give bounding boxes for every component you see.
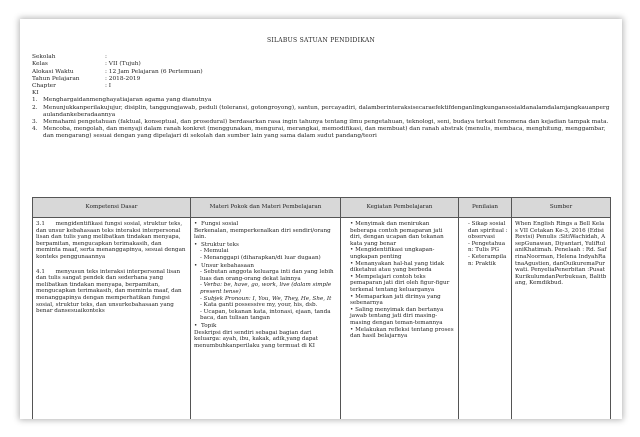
document-title: SILABUS SATUAN PENDIDIKAN [266, 37, 376, 44]
cell-kompetensi-dasar [33, 218, 191, 420]
list-item: - Menanggapi (diharapkan/di luar dugaan) [200, 254, 321, 261]
info-value: : 12 Jam Pelajaran (6 Pertemuan) [105, 68, 203, 75]
bullet-icon: • [194, 262, 198, 269]
ki-label: KI [32, 90, 39, 97]
materi-fungsi-title: Fungsi sosial [201, 221, 239, 227]
list-item: • Memaparkan jati dirinya yang sebenarnya [350, 293, 441, 307]
materi-topik [194, 323, 337, 349]
info-label: Tahun Pelajaran [32, 75, 80, 82]
info-label: Sekolah [32, 54, 56, 61]
ki-item [32, 126, 610, 140]
ki-item [32, 105, 610, 119]
list-item: • Menanyakan hal-hal yang tidak diketahui atau yang berbeda [350, 260, 445, 274]
ki-number: 4. [32, 126, 38, 133]
list-item: - Keterampilan: Praktik [468, 253, 507, 267]
bullet-icon: • [194, 241, 198, 248]
ki-text: Menunjukkanperilakujujur, disiplin, tanggungjawab, peduli (toleransi, gotongroyong), santun, percayadiri, dalamberinteraksisecaraefektifdenganlingkungansosialdanalamdalamjangkauanpergaulandankeberadaannya [43, 104, 610, 118]
bullet-icon: • [194, 221, 198, 227]
info-label: Kelas [32, 61, 48, 68]
ki-number: 2. [32, 104, 38, 111]
info-row-chapter [32, 83, 610, 90]
info-row-tahun-pelajaran [32, 76, 610, 83]
cell-penilaian [459, 218, 512, 420]
list-item: - Sikap sosial dan spiritual : observasi [468, 221, 508, 241]
list-item: - Ucapan, tekanan kata, intonasi, ejaan, tanda baca, dan tulisan tangan [200, 308, 331, 322]
ki-item [32, 97, 610, 104]
list-item: • Saling menyimak dan bertanya jawab tentang jati diri masing-masing dengan teman-temannya [350, 306, 444, 326]
info-row-kelas [32, 61, 610, 68]
info-label: Alokasi Waktu [32, 68, 74, 75]
list-item: • Menyimak dan menirukan beberapa contoh pemaparan jati diri, dengan ucapan dan tekanan kata yang benar [350, 221, 444, 247]
bullet-icon: • [194, 322, 198, 329]
syllabus-table [32, 197, 611, 419]
materi-topik-title: Topik [201, 322, 217, 329]
info-block [32, 54, 610, 90]
header-penilaian: Penilaian [459, 198, 512, 218]
materi-unsur [194, 263, 337, 322]
materi-topik-text: Deskripsi diri sendiri sebagai bagian dari keluarga: ayah, ibu, kakak, adik,yang dapat menumbuhkanperilaku yang termuat di KI [194, 329, 318, 349]
list-item: - Verba: be, have, go, work, live (dalam simple present tense) [200, 282, 332, 295]
header-kegiatan: Kegiatan Pembelajaran [341, 198, 459, 218]
list-item: - Subjek Pronoun: I, You, We, They, He, She, It [200, 295, 332, 302]
document-page [20, 19, 622, 419]
ki-text: Memahami pengetahuan (faktual, konseptual, dan prosedural) berdasarkan rasa ingin tahunya tentang ilmu pengetahuan, teknologi, seni, budaya terkait fenomena dan kejadian tampak mata. [43, 118, 609, 125]
list-item: • Mengidentifikasi ungkapan-ungkapan penting [350, 247, 435, 260]
info-value: : [105, 54, 107, 61]
cell-materi [191, 218, 341, 420]
materi-unsur-title: Unsur kebahasaan [201, 262, 254, 269]
info-value: : I [105, 82, 112, 89]
info-row-alokasi-waktu [32, 69, 610, 76]
info-value: : VII (Tujuh) [105, 61, 141, 68]
list-item: - Pengetahuan: Tulis PG [468, 240, 506, 254]
list-item: - Sebutan anggota keluarga inti dan yang lebih luas dan orang-orang dekat lainnya [200, 269, 334, 282]
header-kompetensi-dasar: Kompetensi Dasar [33, 198, 191, 218]
info-value: : 2018-2019 [105, 75, 141, 82]
table-row [33, 218, 611, 420]
list-item: • Melakukan refleksi tentang proses dan hasil belajarnya [350, 326, 454, 340]
list-item: - Kata ganti possessive my, your, his, dsb. [200, 302, 318, 309]
list-item: - Memulai [200, 248, 229, 255]
ki-number: 3. [32, 118, 38, 125]
header-sumber: Sumber [512, 198, 611, 218]
ki-number: 1. [32, 97, 38, 104]
cell-sumber [512, 218, 611, 420]
materi-struktur-title: Struktur teks [201, 241, 239, 248]
ki-list [32, 97, 610, 140]
info-label: Chapter [32, 82, 56, 89]
sumber-text: When English Rings a Bell Kelas VII Cetakan Ke-3, 2016 (EdisiRevisi) Penulis :SitiWachidah, AsepGunawan, Diyantari, YuliRulaniKhatimah. Penelaah : Rd. SafrinaNoorman, Helena IndyahRatnaAgustien, danOuikuremaPurwati. PenyeliaPenerbitan :PusatKurikulumdanPerbukuan, Balitbang, Kemdikbud. [515, 221, 607, 287]
materi-struktur [194, 242, 337, 262]
materi-fungsi [194, 221, 337, 241]
materi-fungsi-text: Berkenalan, memperkenalkan diri sendiri/orang lain. [194, 227, 331, 241]
syllabus-document [32, 37, 610, 349]
ki-text: Menghargaidanmenghayatiajaran agama yang dianutnya [43, 97, 212, 104]
ki-text: Mencoba, mengolah, dan menyaji dalam ranah konkret (menggunakan, mengurai, merangkai, memodifikasi, dan membuat) dan ranah abstrak (menulis, membaca, menghitung, menggambar, dan mengarang) sesuai dengan yang dipelajari di sekolah dan sumber lain yang sama dalam sudut pandang/teori [43, 126, 606, 140]
header-materi: Materi Pokok dan Materi Pembelajaran [191, 198, 341, 218]
cell-kegiatan [341, 218, 459, 420]
list-item: • Mempelajari contoh teks pemaparan jati diri oleh figur-figur terkenal tentang keluarganya [350, 273, 450, 293]
table-header-row [33, 198, 611, 218]
kd-4-1: 4.1 menyusun teks interaksi interpersonal lisan dan tulis sangat pendek dan sederhana yang melibatkan tindakan menyapa, berpamitan, mengucapkan terimakasih, dan meminta maaf, dan menanggapinya dengan memperhatikan fungsi sosial, struktur teks, dan unsurkebahasaan yang benar dansesuaikonteks [36, 268, 184, 315]
kd-3-1: 3.1 mengidentifikasi fungsi sosial, struktur teks, dan unsur kebahasaan teks interaksi interpersonal lisan dan tulis yang melibatkan tindakan menyapa, berpamitan, mengucapkan terimakasih, dan meminta maaf, serta menanggapinya, sesuai dengan konteks penggunaannya [36, 221, 188, 260]
